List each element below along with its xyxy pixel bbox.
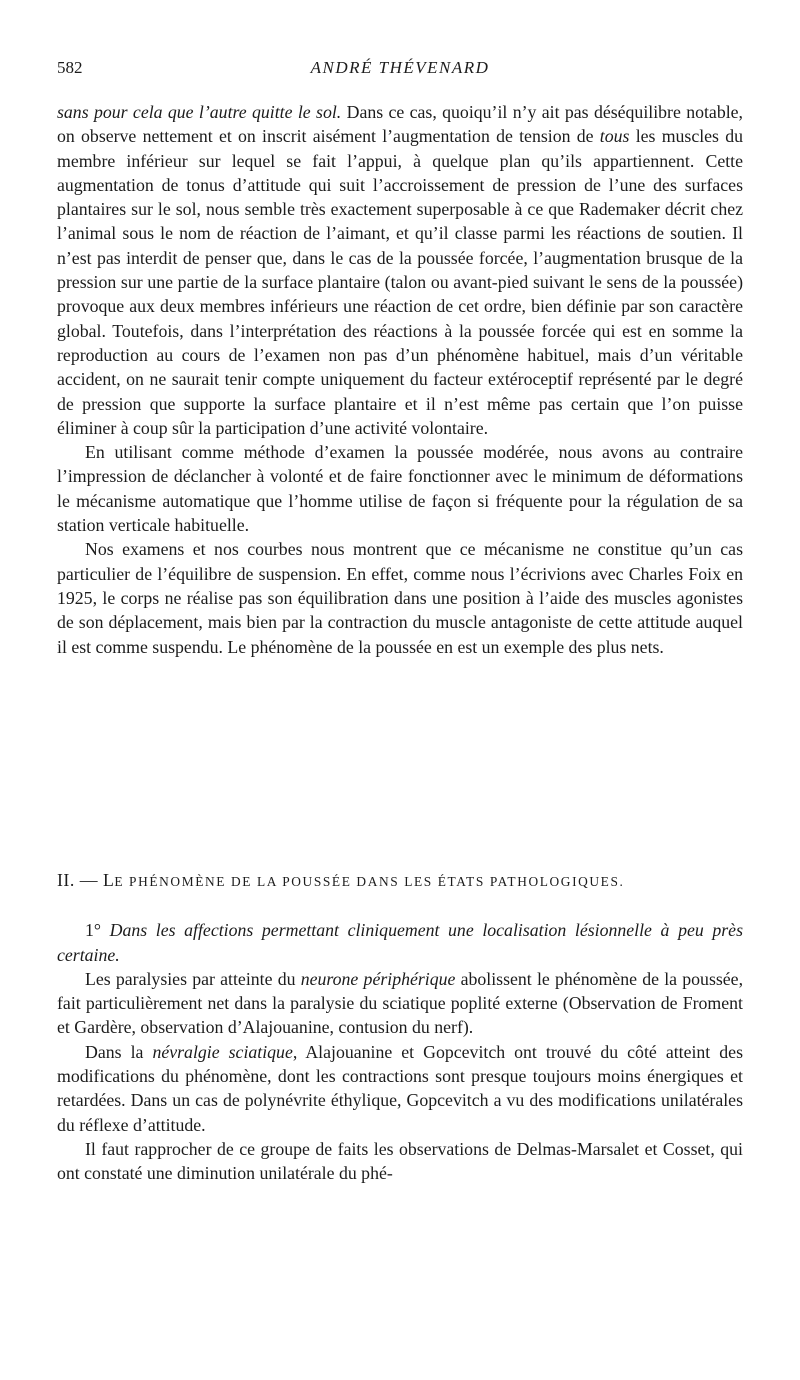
text-run: , Alajouanine et Gopcevitch ont trouvé du côté atteint des modifications du phénomène, dont les contractions sont presque toujours moins énergiques et retardées. Dans un cas de polynévrite éthylique, Gopcevitch a vu des modifications unilatérales du réflexe d’attitude. <box>57 1041 743 1135</box>
italic-word: tous <box>599 126 630 147</box>
page-number: 582 <box>57 58 83 77</box>
text-run: abolissent le phénomène de la poussée, fait particulièrement net dans la paralysie du sciatique poplité externe (Observation de Froment et Gardère, observation d’Alajouanine, contusion du nerf). <box>57 968 744 1038</box>
text-run: Dans la <box>85 1041 153 1062</box>
italic-phrase: neurone périphérique <box>300 968 456 989</box>
paragraph-6: Il faut rapprocher de ce groupe de faits les observations de Delmas-Marsalet et Cosset, qui ont constaté une diminution unilatérale du phé- <box>57 1138 743 1184</box>
running-title: ANDRÉ THÉVENARD <box>310 58 490 77</box>
paragraph-4 <box>57 967 743 1040</box>
section-title: E PHÉNOMÈNE DE LA POUSSÉE DANS LES ÉTATS PATHOLOGIQUES. <box>114 874 625 889</box>
italic-phrase: sans pour cela que l’autre quitte le sol. <box>57 102 342 122</box>
subheading-text: Dans les affections permettant cliniquement une localisation lésionnelle à peu près certaine. <box>57 920 743 965</box>
subheading-number: 1° <box>85 920 102 941</box>
paragraph-1 <box>57 100 743 440</box>
text-run: les muscles du membre inférieur sur lequel se fait l’appui, à quelque plan qu’ils appartiennent. Cette augmentation de tonus d’attitude qui suit l’accroissement de pression de l’une des surfaces plantaires sur le sol, nous semble très exactement superposable à ce que Rademaker décrit chez l’animal sous le nom de réaction de l’aimant, et qu’il classe parmi les réactions de soutien. Il n’est pas interdit de penser que, dans le cas de la poussée forcée, l’augmentation brusque de la pression sur une partie de la surface plantaire (talon ou avant-pied suivant le sens de la poussée) provoque aux deux membres inférieurs une réaction de cet ordre, bien définie par son caractère global. Toutefois, dans l’interprétation des réactions à la poussée forcée qui est en somme la reproduction au cours de l’examen non pas d’un phénomène habituel, mais d’un véritable accident, on ne saurait tenir compte uniquement du facteur extéroceptif représenté par le degré de pression que supporte la surface plantaire et il n’est même pas certain que l’on puisse éliminer à coup sûr la participation d’une activité volontaire. <box>57 126 744 438</box>
body-text-bottom <box>57 868 743 1186</box>
text-run: Dans ce cas, quoiqu’il n’y ait pas déséquilibre notable, on observe nettement et on inscrit aisément l’augmentation de tension de <box>57 102 743 147</box>
body-text-top <box>57 100 743 659</box>
paragraph-2: En utilisant comme méthode d’examen la poussée modérée, nous avons au contraire l’impression de déclancher à volonté et de faire fonctionner avec le minimum de déformations le mécanisme automatique que l’homme utilise de façon si fréquente pour la régulation de sa station verticale habituelle. <box>57 442 743 536</box>
paragraph-5 <box>57 1040 743 1137</box>
text-run: Les paralysies par atteinte du <box>85 968 301 989</box>
running-header <box>57 58 743 86</box>
italic-phrase: névralgie sciatique <box>152 1041 293 1062</box>
subheading <box>57 918 743 967</box>
paragraph-3: Nos examens et nos courbes nous montrent que ce mécanisme ne constitue qu’un cas particulier de l’équilibre de suspension. En effet, comme nous l’écrivions avec Charles Foix en 1925, le corps ne réalise pas son équilibration dans une position à l’aide des muscles agonistes de son déplacement, mais bien par la contraction du muscle antagoniste de cette attitude auquel il est comme suspendu. Le phénomène de la poussée en est un exemple des plus nets. <box>57 539 743 657</box>
section-number: II. — L <box>57 870 115 890</box>
section-heading <box>57 868 743 894</box>
